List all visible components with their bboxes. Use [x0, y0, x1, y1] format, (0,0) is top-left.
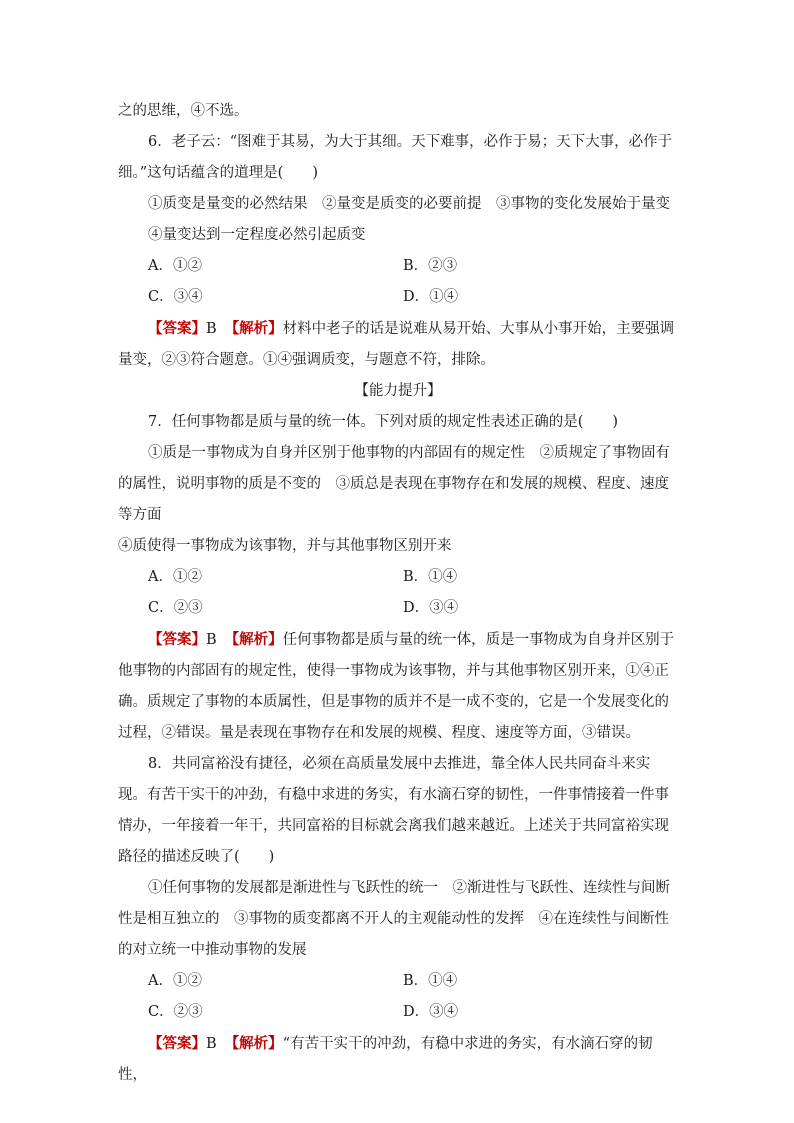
q8-options-row1: [118, 966, 678, 997]
q7-statements: ①质是一事物成为自身并区别于他事物的内部固有的规定性 ②质规定了事物固有的属性，说明事物的质是不变的 ③质总是表现在事物存在和发展的规模、程度、速度等方面: [118, 445, 670, 523]
section-title: 【能力提升】: [354, 383, 442, 399]
q6-options-row1: [118, 251, 678, 282]
answer-tag: 【答案】: [148, 631, 206, 648]
q7-analysis: 任何事物都是质与量的统一体，质是一事物成为自身并区别于他事物的内部固有的规定性，使得一事物成为该事物，并与其他事物区别开来，①④正确。质规定了事物的本质属性，但是事物的质并不是一成不变的，它是一个发展变化的过程，②错误。量是表现在事物存在和发展的规模、程度、速度等方面，③错误。: [118, 632, 675, 741]
analysis-tag: 【解析】: [224, 1035, 283, 1052]
analysis-tag: 【解析】: [224, 631, 283, 648]
q6-options-row2: [118, 282, 678, 313]
q8-answer: B: [206, 1036, 217, 1052]
q7-answer: B: [206, 632, 217, 648]
previous-analysis-tail: 之的思维，④不选。: [118, 103, 249, 119]
q8-option-c[interactable]: C．②③: [148, 1004, 203, 1020]
q7-stem: 7．任何事物都是质与量的统一体。下列对质的规定性表述正确的是( ): [148, 414, 619, 430]
q7-statement-4: ④质使得一事物成为该事物，并与其他事物区别开来: [118, 538, 452, 554]
q7-options-row1: [118, 562, 678, 593]
answer-tag: 【答案】: [148, 320, 206, 337]
q7-option-d[interactable]: D．③④: [403, 600, 459, 616]
q8-options-row2: [118, 997, 678, 1028]
answer-tag: 【答案】: [148, 1035, 206, 1052]
q6-option-b[interactable]: B．②③: [403, 258, 458, 274]
q7-option-b[interactable]: B．①④: [403, 569, 458, 585]
q6-statements-line1: ①质变是量变的必然结果 ②量变是质变的必要前提 ③事物的变化发展始于量变: [148, 196, 670, 212]
q7-options-row2: [118, 593, 678, 624]
q6-option-a[interactable]: A．①②: [148, 258, 202, 274]
q6-answer: B: [206, 321, 217, 337]
q8-option-d[interactable]: D．③④: [403, 1004, 459, 1020]
q8-option-a[interactable]: A．①②: [148, 973, 202, 989]
document-page: [118, 96, 678, 1091]
q8-analysis: “有苦干实干的冲劲，有稳中求进的务实，有水滴石穿的韧性，: [118, 1036, 653, 1083]
q6-analysis: 材料中老子的话是说难从易开始、大事从小事开始，主要强调量变，②③符合题意。①④强调质变，与题意不符，排除。: [118, 321, 675, 368]
q6-option-d[interactable]: D．①④: [403, 289, 459, 305]
q8-option-b[interactable]: B．①④: [403, 973, 458, 989]
q7-answer-block: [118, 624, 678, 749]
q8-answer-block: [118, 1028, 678, 1091]
q6-stem: 6．老子云：“图难于其易，为大于其细。天下难事，必作于易；天下大事，必作于细。”这句话蕴含的道理是( ): [118, 134, 673, 181]
q6-statements-line2: ④量变达到一定程度必然引起质变: [148, 227, 366, 243]
q6-answer-block: [118, 313, 678, 376]
q7-option-a[interactable]: A．①②: [148, 569, 202, 585]
analysis-tag: 【解析】: [224, 320, 283, 337]
q6-option-c[interactable]: C．③④: [148, 289, 203, 305]
q8-stem: 8．共同富裕没有捷径，必须在高质量发展中去推进，靠全体人民共同奋斗来实现。有苦干实干的冲劲，有稳中求进的务实，有水滴石穿的韧性，一件事情接着一件事情办，一年接着一年干，共同富裕的目标就会离我们越来越近。上述关于共同富裕实现路径的描述反映了( ): [118, 756, 669, 865]
q8-statements: ①任何事物的发展都是渐进性与飞跃性的统一 ②渐进性与飞跃性、连续性与间断性是相互独立的 ③事物的质变都离不开人的主观能动性的发挥 ④在连续性与间断性的对立统一中推动事物的发展: [118, 880, 670, 958]
q7-option-c[interactable]: C．②③: [148, 600, 203, 616]
